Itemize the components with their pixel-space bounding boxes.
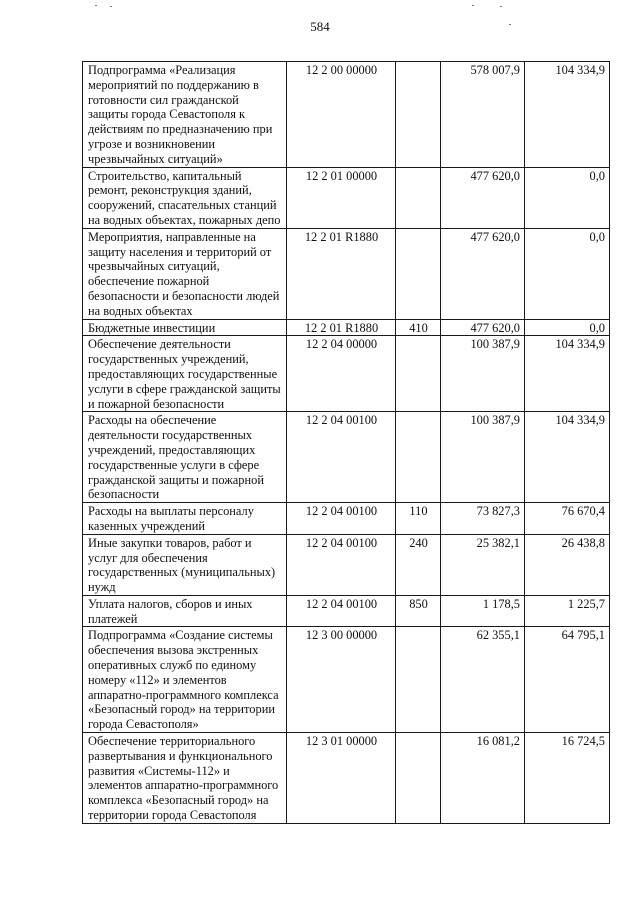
- table-row: [83, 62, 610, 168]
- target-code: 12 2 04 00000: [287, 336, 396, 412]
- expense-name: Строительство, капитальный ремонт, реконструкция зданий, сооружений, спасательных станций на водных объектах, пожарных депо: [83, 167, 287, 228]
- target-code: 12 2 04 00100: [287, 412, 396, 503]
- table-row: [83, 595, 610, 627]
- expense-name: Расходы на выплаты персоналу казенных учреждений: [83, 503, 287, 535]
- amount-year-2: 26 438,8: [525, 534, 610, 595]
- amount-year-1: 73 827,3: [441, 503, 525, 535]
- expense-name: Иные закупки товаров, работ и услуг для обеспечения государственных (муниципальных) нужд: [83, 534, 287, 595]
- amount-year-2: 76 670,4: [525, 503, 610, 535]
- amount-year-2: 0,0: [525, 228, 610, 319]
- target-code: 12 2 04 00100: [287, 534, 396, 595]
- amount-year-1: 62 355,1: [441, 627, 525, 733]
- table-row: [83, 627, 610, 733]
- amount-year-1: 25 382,1: [441, 534, 525, 595]
- amount-year-1: 477 620,0: [441, 167, 525, 228]
- amount-year-2: 64 795,1: [525, 627, 610, 733]
- expense-name: Обеспечение территориального развертывания и функционального развития «Системы-112» и элементов аппаратно-программного комплекса «Безопасный город» на территории города Севастополя: [83, 733, 287, 824]
- target-code: 12 2 01 R1880: [287, 228, 396, 319]
- target-code: 12 2 04 00100: [287, 503, 396, 535]
- expense-type: 110: [396, 503, 441, 535]
- target-code: 12 3 00 00000: [287, 627, 396, 733]
- page-number: 584: [310, 19, 330, 34]
- expense-type: [396, 627, 441, 733]
- expense-type: 850: [396, 595, 441, 627]
- table-row: [83, 336, 610, 412]
- expense-name: Уплата налогов, сборов и иных платежей: [83, 595, 287, 627]
- amount-year-1: 578 007,9: [441, 62, 525, 168]
- expense-type: 410: [396, 319, 441, 336]
- table-row: [83, 228, 610, 319]
- amount-year-2: 1 225,7: [525, 595, 610, 627]
- table-row: [83, 534, 610, 595]
- amount-year-2: 104 334,9: [525, 336, 610, 412]
- amount-year-1: 477 620,0: [441, 228, 525, 319]
- amount-year-1: 16 081,2: [441, 733, 525, 824]
- table-row: [83, 503, 610, 535]
- expense-type: [396, 62, 441, 168]
- target-code: 12 2 01 R1880: [287, 319, 396, 336]
- table-row: [83, 319, 610, 336]
- amount-year-1: 100 387,9: [441, 336, 525, 412]
- target-code: 12 2 00 00000: [287, 62, 396, 168]
- expense-type: [396, 336, 441, 412]
- amount-year-1: 477 620,0: [441, 319, 525, 336]
- scan-speck: [95, 5, 97, 6]
- amount-year-2: 104 334,9: [525, 412, 610, 503]
- scan-speck: [110, 6, 112, 7]
- expense-name: Подпрограмма «Создание системы обеспечения вызова экстренных оперативных служб по единому номеру «112» и элементов аппаратно-программного комплекса «Безопасный город» на территории города Севастополя»: [83, 627, 287, 733]
- scan-speck: [500, 6, 502, 7]
- scan-speck: [472, 5, 474, 6]
- expense-type: [396, 167, 441, 228]
- budget-table: [82, 61, 610, 824]
- amount-year-1: 1 178,5: [441, 595, 525, 627]
- expense-name: Бюджетные инвестиции: [83, 319, 287, 336]
- expense-name: Обеспечение деятельности государственных учреждений, предоставляющих государственные услуги в сфере гражданской защиты и пожарной безопасности: [83, 336, 287, 412]
- table-row: [83, 412, 610, 503]
- expense-name: Мероприятия, направленные на защиту населения и территорий от чрезвычайных ситуаций, обеспечение пожарной безопасности и безопасности людей на водных объектах: [83, 228, 287, 319]
- expense-type: [396, 228, 441, 319]
- amount-year-2: 16 724,5: [525, 733, 610, 824]
- expense-name: Расходы на обеспечение деятельности государственных учреждений, предоставляющих государственные услуги в сфере гражданской защиты и пожарной безопасности: [83, 412, 287, 503]
- target-code: 12 3 01 00000: [287, 733, 396, 824]
- table-row: [83, 733, 610, 824]
- target-code: 12 2 01 00000: [287, 167, 396, 228]
- amount-year-2: 0,0: [525, 319, 610, 336]
- table-row: [83, 167, 610, 228]
- expense-type: [396, 412, 441, 503]
- amount-year-2: 0,0: [525, 167, 610, 228]
- expense-type: 240: [396, 534, 441, 595]
- amount-year-2: 104 334,9: [525, 62, 610, 168]
- expense-name: Подпрограмма «Реализация мероприятий по поддержанию в готовности сил гражданской защиты города Севастополя к действиям по предназначению при угрозе и возникновении чрезвычайных ситуаций»: [83, 62, 287, 168]
- amount-year-1: 100 387,9: [441, 412, 525, 503]
- expense-type: [396, 733, 441, 824]
- target-code: 12 2 04 00100: [287, 595, 396, 627]
